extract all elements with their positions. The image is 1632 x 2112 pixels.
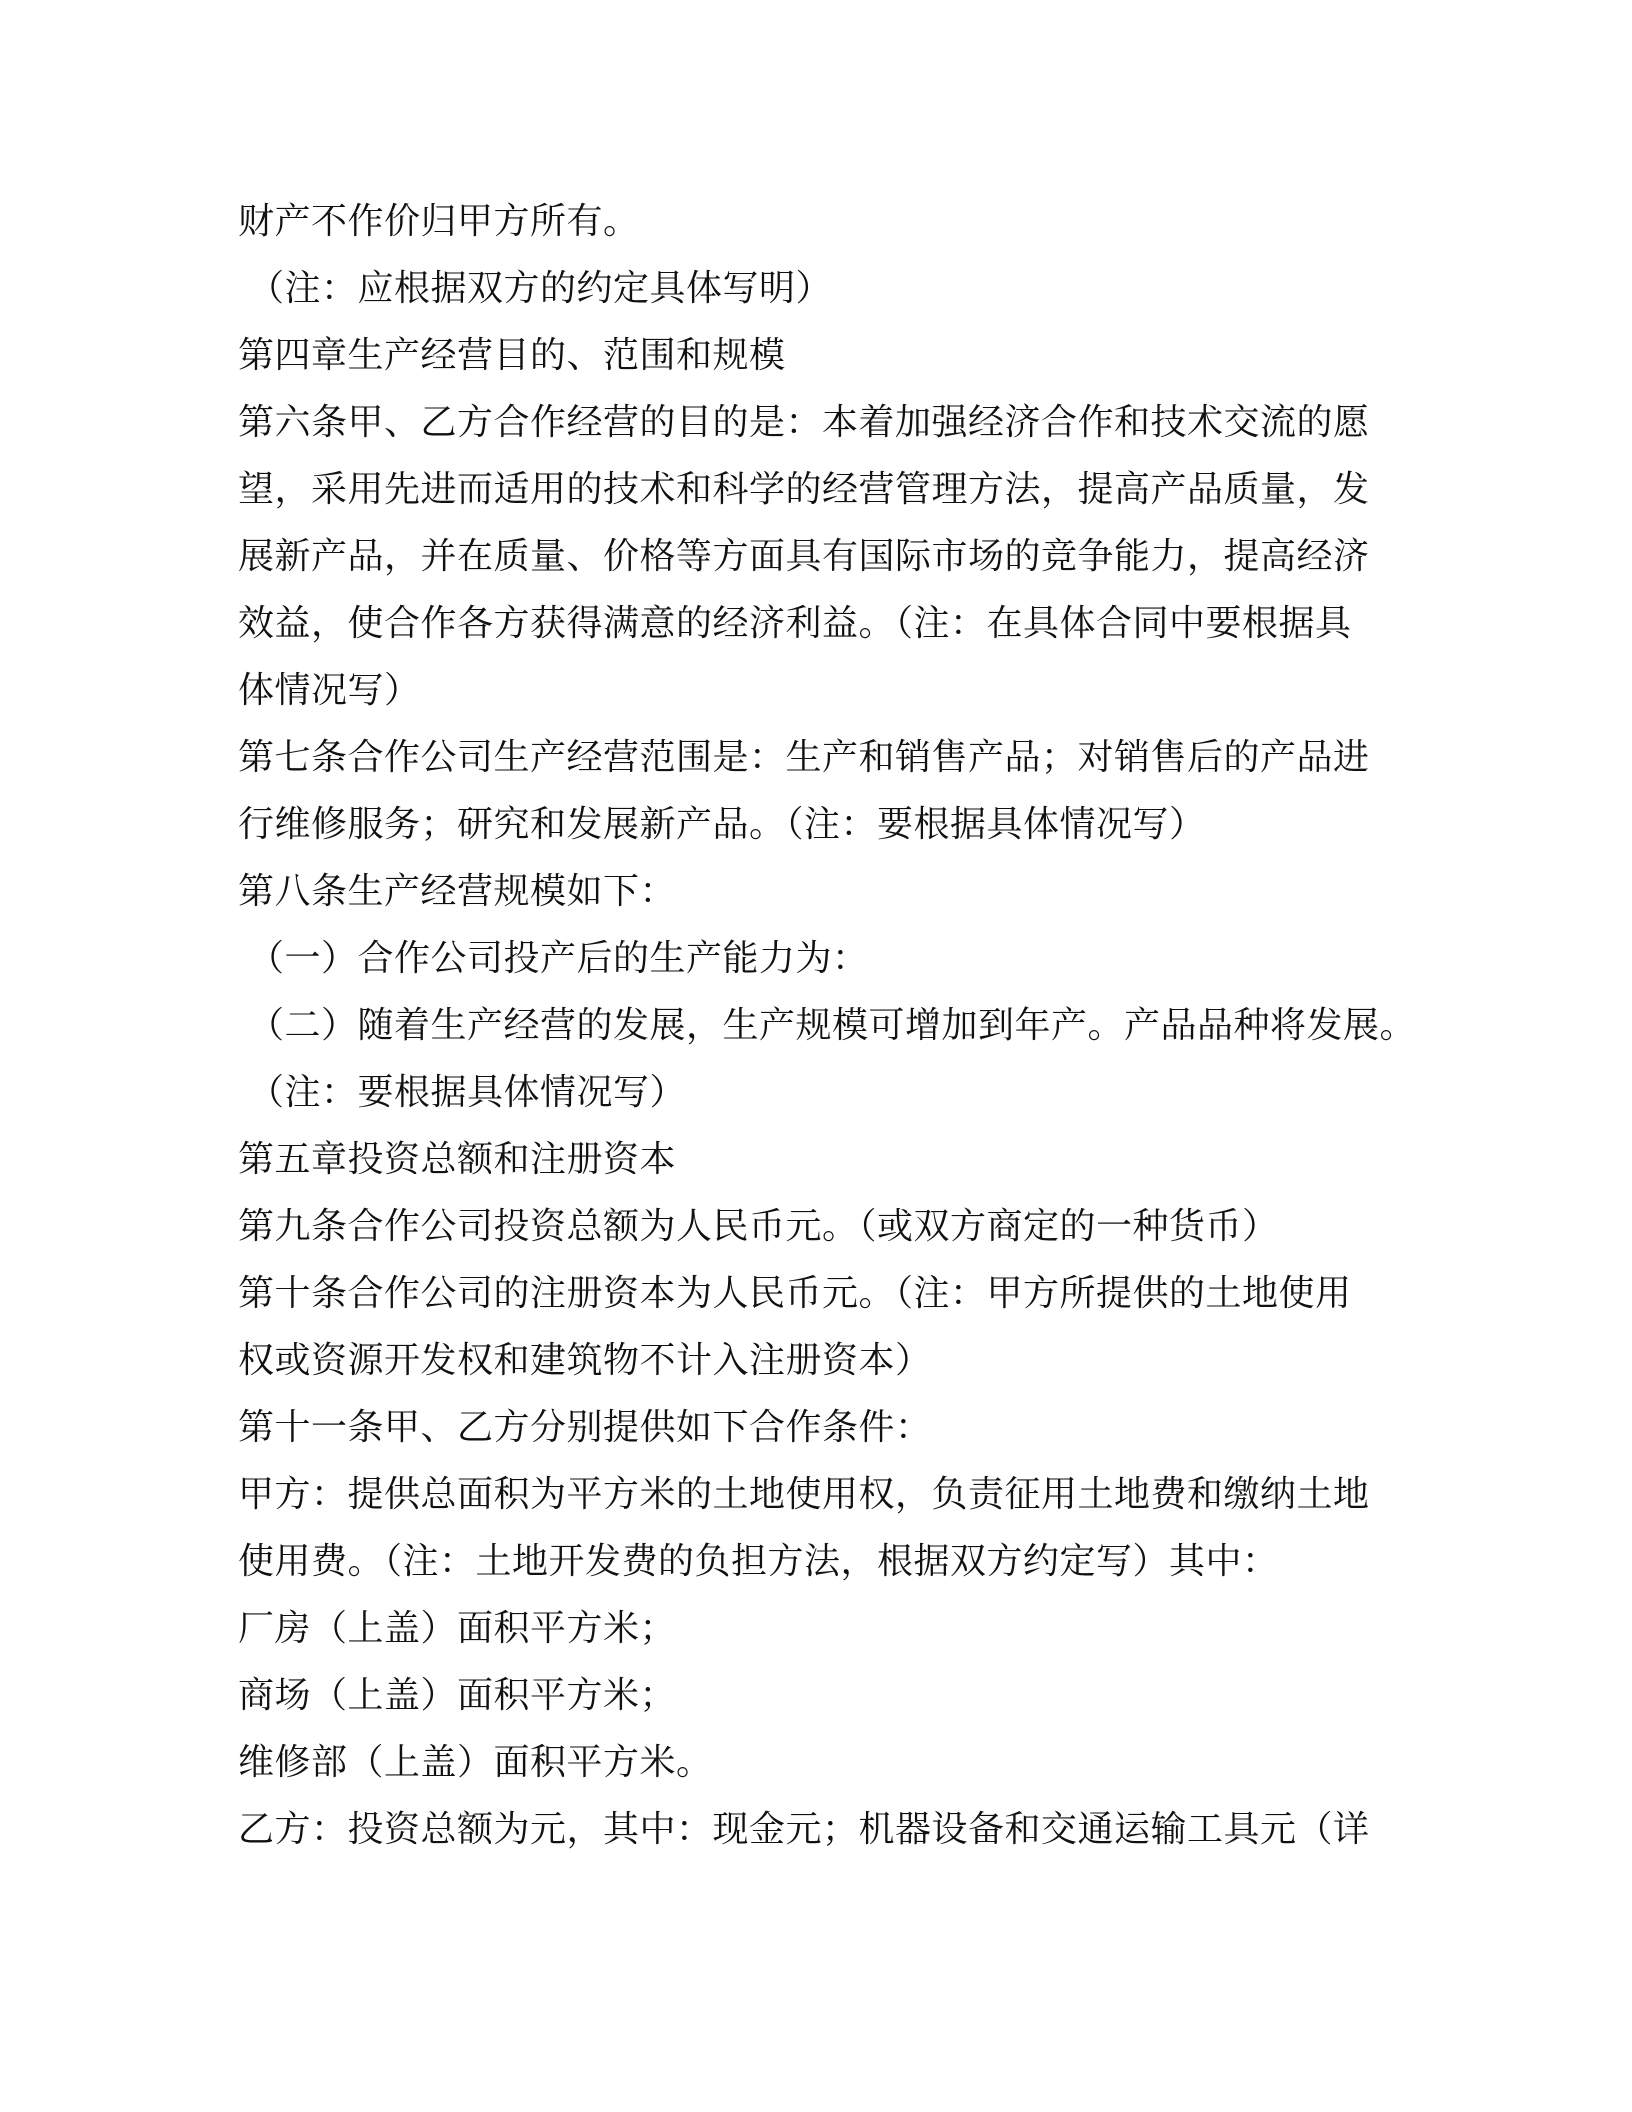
text-line: （注：应根据双方的约定具体写明）: [248, 268, 833, 309]
text-line: 权或资源开发权和建筑物不计入注册资本）: [238, 1340, 932, 1381]
text-line: 第八条生产经营规模如下：: [238, 871, 677, 912]
text-line: 商场（上盖）面积平方米；: [238, 1675, 677, 1716]
chapter-heading: 第五章投资总额和注册资本: [238, 1139, 677, 1180]
text-line: 第六条甲、乙方合作经营的目的是：本着加强经济合作和技术交流的愿: [238, 402, 1370, 443]
text-line: （二）随着生产经营的发展，生产规模可增加到年产。产品品种将发展。: [248, 1005, 1417, 1046]
text-line: 第十条合作公司的注册资本为人民币元。（注：甲方所提供的土地使用: [238, 1273, 1352, 1314]
chapter-heading: 第四章生产经营目的、范围和规模: [238, 335, 786, 376]
text-line: 望，采用先进而适用的技术和科学的经营管理方法，提高产品质量，发: [238, 469, 1370, 510]
text-line: 乙方：投资总额为元，其中：现金元；机器设备和交通运输工具元（详: [238, 1809, 1370, 1850]
text-line: 甲方：提供总面积为平方米的土地使用权，负责征用土地费和缴纳土地: [238, 1474, 1370, 1515]
text-line: （一）合作公司投产后的生产能力为：: [248, 938, 869, 979]
text-line: 维修部（上盖）面积平方米。: [238, 1742, 713, 1783]
text-line: （注：要根据具体情况写）: [248, 1072, 687, 1113]
text-line: 行维修服务；研究和发展新产品。（注：要根据具体情况写）: [238, 804, 1206, 845]
text-line: 厂房（上盖）面积平方米；: [238, 1608, 677, 1649]
text-line: 财产不作价归甲方所有。: [238, 201, 640, 242]
text-line: 展新产品，并在质量、价格等方面具有国际市场的竞争能力，提高经济: [238, 536, 1370, 577]
text-line: 第十一条甲、乙方分别提供如下合作条件：: [238, 1407, 932, 1448]
document-page: [238, 188, 1417, 1863]
text-line: 体情况写）: [238, 670, 421, 711]
text-line: 使用费。（注：土地开发费的负担方法，根据双方约定写）其中：: [238, 1541, 1279, 1582]
text-line: 第七条合作公司生产经营范围是：生产和销售产品；对销售后的产品进: [238, 737, 1370, 778]
text-line: 效益，使合作各方获得满意的经济利益。（注：在具体合同中要根据具: [238, 603, 1352, 644]
text-line: 第九条合作公司投资总额为人民币元。（或双方商定的一种货币）: [238, 1206, 1279, 1247]
